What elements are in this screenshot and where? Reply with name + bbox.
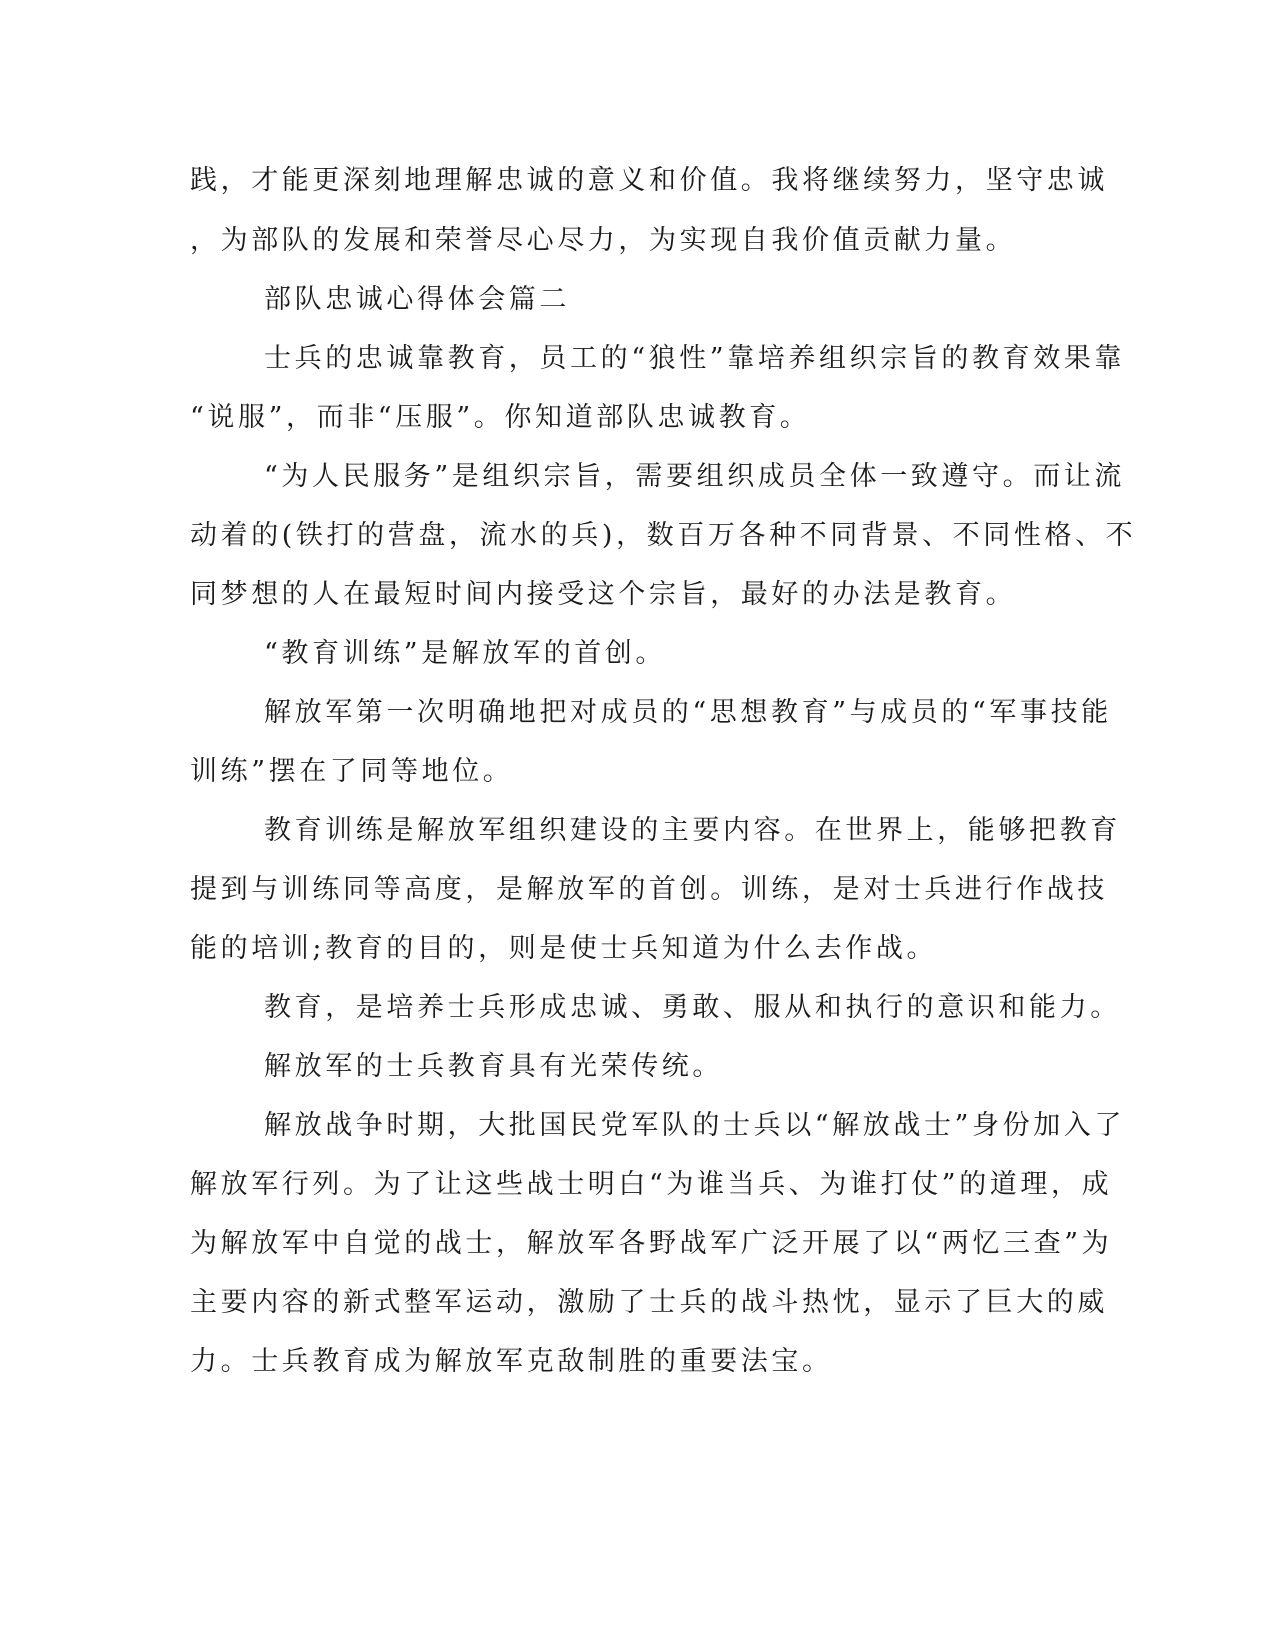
text-line-11: 训练”摆在了同等地位。: [190, 756, 514, 787]
text-line-18: 解放军行列。为了让这些战士明白“为谁当兵、为谁打仗”的道理，成: [190, 1169, 1113, 1200]
text-line-20: 主要内容的新式整军运动，激励了士兵的战斗热忱，显示了巨大的威: [190, 1287, 1108, 1318]
text-line-16: 解放军的士兵教育具有光荣传统。: [264, 1051, 723, 1082]
text-line-7: 动着的(铁打的营盘，流水的兵)，数百万各种不同背景、不同性格、不: [190, 520, 1137, 551]
text-line-1: 践，才能更深刻地理解忠诚的意义和价值。我将继续努力，坚守忠诚: [190, 165, 1108, 196]
text-line-6: “为人民服务”是组织宗旨，需要组织成员全体一致遵守。而让流: [264, 461, 1126, 492]
text-line-10: 解放军第一次明确地把对成员的“思想教育”与成员的“军事技能: [264, 697, 1112, 728]
section-heading: 部队忠诚心得体会篇二: [264, 284, 570, 315]
text-line-12: 教育训练是解放军组织建设的主要内容。在世界上，能够把教育: [264, 815, 1121, 846]
text-line-21: 力。士兵教育成为解放军克敌制胜的重要法宝。: [190, 1346, 833, 1377]
text-line-8: 同梦想的人在最短时间内接受这个宗旨，最好的办法是教育。: [190, 579, 1017, 610]
text-line-13: 提到与训练同等高度，是解放军的首创。训练，是对士兵进行作战技: [190, 874, 1108, 905]
text-line-2: ，为部队的发展和荣誉尽心尽力，为实现自我价值贡献力量。: [190, 225, 1017, 256]
text-line-17: 解放战争时期，大批国民党军队的士兵以“解放战士”身份加入了: [264, 1110, 1126, 1141]
text-line-15: 教育，是培养士兵形成忠诚、勇敢、服从和执行的意识和能力。: [264, 992, 1121, 1023]
text-line-14: 能的培训;教育的目的，则是使士兵知道为什么去作战。: [190, 933, 938, 964]
text-line-4: 士兵的忠诚靠教育，员工的“狼性”靠培养组织宗旨的教育效果靠: [264, 343, 1126, 374]
text-line-9: “教育训练”是解放军的首创。: [264, 638, 667, 669]
text-line-19: 为解放军中自觉的战士，解放军各野战军广泛开展了以“两忆三查”为: [190, 1228, 1113, 1259]
text-line-5: “说服”，而非“压服”。你知道部队忠诚教育。: [190, 402, 811, 433]
